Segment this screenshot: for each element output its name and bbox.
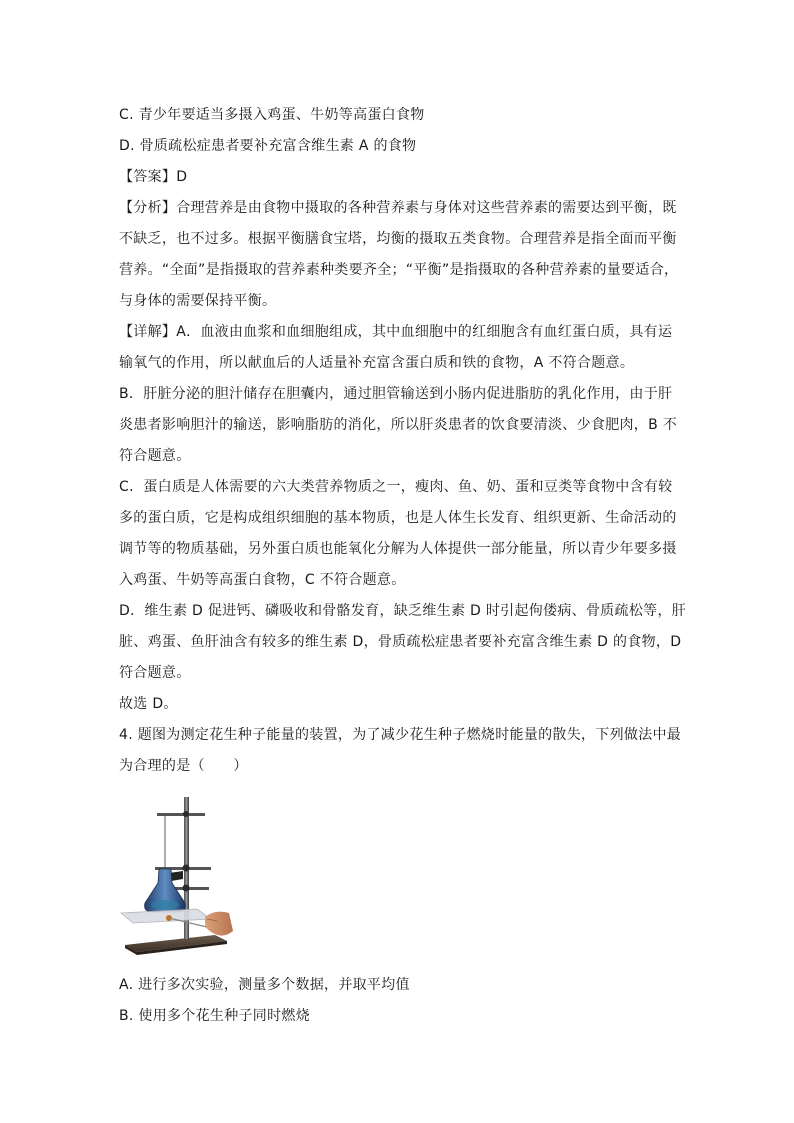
detail-line: C．蛋白质是人体需要的六大类营养物质之一，瘦肉、鱼、奶、蛋和豆类等食物中含有较: [119, 479, 673, 495]
question-4-options: [119, 970, 679, 1032]
analysis-line: 营养。“全面”是指摄取的营养素种类要齐全；“平衡”是指摄取的各种营养素的量要适合，: [119, 262, 679, 278]
analysis-line: 不缺乏，也不过多。根据平衡膳食宝塔，均衡的摄取五类食物。合理营养是指全面而平衡: [119, 231, 677, 247]
analysis-section: [119, 193, 679, 317]
answer-line: 【答案】D: [119, 169, 188, 185]
option-b: B. 使用多个花生种子同时燃烧: [119, 1008, 311, 1024]
question-4-stem: 4. 题图为测定花生种子能量的装置，为了减少花生种子燃烧时能量的散失，下列做法中最: [119, 727, 682, 743]
detail-line: D．维生素 D 促进钙、磷吸收和骨骼发育，缺乏维生素 D 时引起佝偻病、骨质疏松等，肝: [119, 603, 687, 619]
iron-stand-illustration: [119, 795, 235, 960]
detail-line: 符合题意。: [119, 665, 191, 681]
analysis-line: 【分析】合理营养是由食物中摄取的各种营养素与身体对这些营养素的需要达到平衡，既: [119, 200, 677, 216]
detail-line: 【详解】A．血液由血浆和血细胞组成，其中血细胞中的红细胞含有血红蛋白质，具有运: [119, 324, 673, 340]
option-d-prev: D. 骨质疏松症患者要补充富含维生素 A 的食物: [119, 138, 417, 154]
detail-line: 输氧气的作用，所以献血后的人适量补充富含蛋白质和铁的食物，A 不符合题意。: [119, 355, 635, 371]
detail-line: 符合题意。: [119, 448, 191, 464]
detail-line: 调节等的物质基础，另外蛋白质也能氧化分解为人体提供一部分能量，所以青少年要多摄: [119, 541, 677, 557]
detail-section: [119, 317, 687, 720]
question-4: [119, 720, 682, 782]
option-c-prev: C. 青少年要适当多摄入鸡蛋、牛奶等高蛋白食物: [119, 107, 425, 123]
detail-line: 脏、鸡蛋、鱼肝油含有较多的维生素 D，骨质疏松症患者要补充富含维生素 D 的食物，D: [119, 634, 682, 650]
detail-line: B．肝脏分泌的胆汁储存在胆囊内，通过胆管输送到小肠内促进脂肪的乳化作用，由于肝: [119, 386, 673, 402]
apparatus-figure: [119, 795, 235, 960]
analysis-line: 与身体的需要保持平衡。: [119, 293, 277, 309]
detail-line: 多的蛋白质，它是构成组织细胞的基本物质，也是人体生长发育、组织更新、生命活动的: [119, 510, 677, 526]
document-content: [119, 100, 687, 782]
detail-line: 故选 D。: [119, 696, 178, 712]
question-4-stem: 为合理的是（ ）: [119, 758, 248, 774]
option-a: A. 进行多次实验，测量多个数据，并取平均值: [119, 977, 410, 993]
detail-line: 入鸡蛋、牛奶等高蛋白食物，C 不符合题意。: [119, 572, 406, 588]
detail-line: 炎患者影响胆汁的输送，影响脂肪的消化，所以肝炎患者的饮食要清淡、少食肥肉，B 不: [119, 417, 678, 433]
